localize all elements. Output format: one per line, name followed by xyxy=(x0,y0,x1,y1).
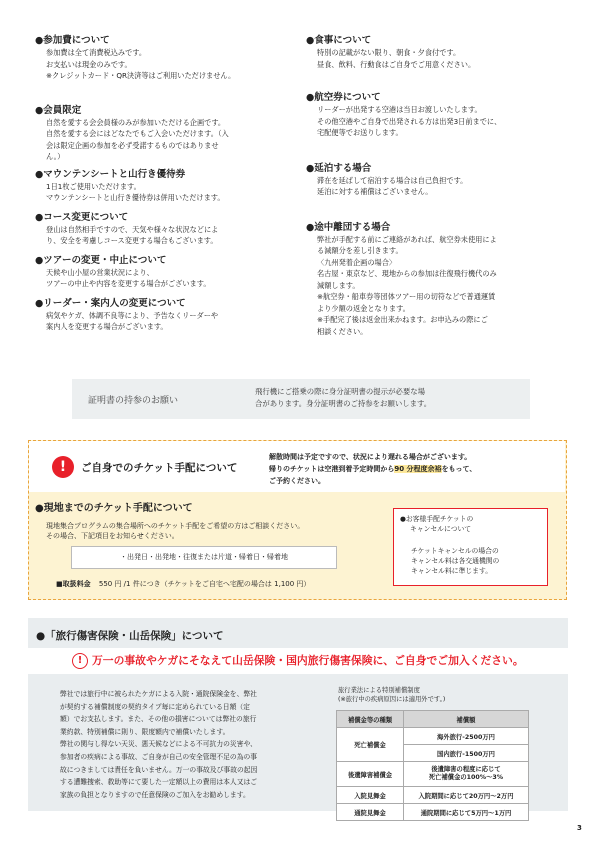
section-line: 相談ください。 xyxy=(317,326,368,336)
insurance-table-wrap xyxy=(336,710,529,821)
section-line: 案内人を変更する場合がございます。 xyxy=(46,322,168,331)
section-line: 昼食、飲料、行動食はご自身でご用意ください。 xyxy=(317,59,476,69)
table-cell: 入院見舞金 xyxy=(337,787,404,804)
ticket-local-title: ●現地までのチケット手配について xyxy=(35,503,193,514)
table-row xyxy=(337,728,529,745)
section-line: 延泊に対する補償はございません。 xyxy=(317,187,433,196)
insurance-table xyxy=(336,710,529,821)
airline-section xyxy=(306,92,568,139)
table-cell: 通院見舞金 xyxy=(337,804,404,821)
cancel-title-line: ●お客様手配チケットの xyxy=(400,515,474,523)
fee-label: ■取扱料金 xyxy=(56,580,91,588)
ticket-items: ・出発日・出発地・往復または片道・帰着日・帰着地 xyxy=(120,553,288,561)
ticket-section xyxy=(28,440,567,600)
table-cell: 死亡補償金 xyxy=(337,728,404,762)
table-header-cell: 補償額 xyxy=(404,711,529,728)
certificate-text xyxy=(255,386,431,410)
table-header-row xyxy=(337,711,529,728)
table-cell: 国内旅行-1500万円 xyxy=(404,745,529,762)
table-cell: 海外旅行-2500万円 xyxy=(404,728,529,745)
left-column xyxy=(35,35,290,339)
table-cell-line: 死亡補償金の100%～3% xyxy=(428,774,504,781)
section-title: ●途中離団する場合 xyxy=(306,221,391,233)
certificate-band xyxy=(72,379,530,419)
insurance-title: ●「旅行傷害保険・山岳保険」について xyxy=(36,630,224,642)
ticket-note-text: 帰りのチケットは空港到着予定時間から xyxy=(269,465,395,473)
section-line: ん。） xyxy=(46,152,65,161)
section-line: その他空港やご自身で出発される方は出発3日前までに、 xyxy=(317,116,502,126)
section-line: 会は限定企画の参加を必ず受諾するものではありませ xyxy=(46,140,219,150)
section-line: る減額分を差し引きます。 xyxy=(317,246,403,255)
cancel-line: キャンセル料に準じます。 xyxy=(411,567,493,575)
table-cell: 入院期間に応じて20万円～2万円 xyxy=(404,787,529,804)
leave-midway-section xyxy=(306,222,568,338)
section-line: ツアーの中止や内容を変更する場合がございます。 xyxy=(46,279,211,288)
section-line: 参加費は全て消費税込みです。 xyxy=(46,48,147,57)
cancel-box xyxy=(393,508,548,586)
section-line: 名古屋・東京など、現地からの参加は往復飛行機代のみ xyxy=(317,269,497,278)
insurance-line: 参加者の疾病による事故、ご自身が自己の安全管理不足の為の事 xyxy=(60,752,258,761)
insurance-banner xyxy=(28,648,568,674)
section-line: リーダーが出発する空港は当日お渡しいたします。 xyxy=(317,105,482,114)
table-cell xyxy=(404,762,529,787)
section-title: ●食事について xyxy=(306,35,372,46)
table-cell: 後遺障害補償金 xyxy=(337,762,404,787)
ticket-local-line: 現地集合プログラムの集合場所へのチケット手配をご希望の方はご相談ください。 xyxy=(46,522,305,530)
ticket-local-line: その場合、下記項目をお知らせください。 xyxy=(46,532,179,540)
warning-icon xyxy=(72,653,88,669)
section-line: マウンテンシートと山行き優待券は併用いただけます。 xyxy=(46,193,225,202)
warning-icon-glyph: ! xyxy=(77,655,83,666)
insurance-line: する遭難捜索、救助等にて要した一定額以上の費用は本人又はご xyxy=(60,778,258,787)
ticket-header-notes xyxy=(269,451,476,487)
section-line: 特別の記載がない限り、朝食・夕食付です。 xyxy=(317,48,461,57)
section-title: ●会員限定 xyxy=(35,104,82,116)
meals-section xyxy=(306,35,568,70)
insurance-line: 故につきましては責任を負いません。万一の事故及び事故の起因 xyxy=(60,765,258,774)
section-line: ※手配完了後は返金出来かねます。お申込みの際にご xyxy=(317,315,488,324)
ticket-note-line xyxy=(269,463,476,475)
section-title: ●参加費について xyxy=(35,35,110,46)
section-line: 滞在を延ばして宿泊する場合は自己負担です。 xyxy=(317,175,468,185)
course-change-section xyxy=(35,212,290,247)
cancel-line: チケットキャンセルの場合の xyxy=(411,547,499,555)
section-title: ●延泊する場合 xyxy=(306,162,372,174)
tour-change-section xyxy=(35,255,290,290)
table-cell: 通院期間に応じて5万円～1万円 xyxy=(404,804,529,821)
cancel-title-line: キャンセルについて xyxy=(410,525,472,533)
insurance-line: 額）でお支払します。また、その他の損害については弊社の旅行 xyxy=(60,715,257,724)
members-section xyxy=(35,105,290,163)
ticket-note-line: 解散時間は予定ですので、状況により遅れる場合がございます。 xyxy=(269,453,472,461)
ticket-local-body xyxy=(46,521,304,541)
cancel-body xyxy=(411,546,499,576)
section-line: 1日1枚ご使用いただけます。 xyxy=(46,181,141,191)
section-line: 登山は自然相手ですので、天気や様々な状況などによ xyxy=(46,224,219,234)
ticket-fee xyxy=(56,579,310,589)
fee-section xyxy=(35,35,290,82)
insurance-banner-text: 万一の事故やケガにそなえて山岳保険・国内旅行傷害保険に、ご自身でご加入ください。 xyxy=(92,654,524,667)
insurance-line: が契約する補償制度の契約タイプ毎に定められている日額（定 xyxy=(60,702,250,711)
table-header-cell: 補償金等の種類 xyxy=(337,711,404,728)
ticket-note-line: ご予約ください。 xyxy=(269,477,325,485)
section-line: ※クレジットカード・QR決済等はご利用いただけません。 xyxy=(46,71,236,80)
leader-change-section xyxy=(35,298,290,333)
section-line: 宅配便等でお送りします。 xyxy=(317,128,403,137)
section-line: 天候や山小屋の営業状況により、 xyxy=(46,267,154,277)
certificate-line: 合があります。身分証明書のご持参をお願いします。 xyxy=(255,399,432,408)
table-row xyxy=(337,804,529,821)
insurance-line: 家族の負担となりますので任意保険のご加入をお勧めします。 xyxy=(60,790,250,799)
cancel-title xyxy=(400,514,473,534)
section-line: 自然を愛する会にはどなたでもご入会いただけます。（入 xyxy=(46,129,229,138)
ticket-note-text: をもって、 xyxy=(441,465,477,473)
insurance-table-caption xyxy=(338,686,445,704)
certificate-label: 証明書の持参のお願い xyxy=(88,396,179,406)
alert-icon xyxy=(52,456,74,478)
section-line: 病気やケガ、体調不良等により、予告なくリーダーや xyxy=(46,310,219,320)
certificate-line: 飛行機にご搭乗の際に身分証明書の提示が必要な場 xyxy=(255,387,425,396)
section-line: お支払いは現金のみです。 xyxy=(46,59,132,69)
highlight-text: 90 分程度余裕 xyxy=(394,465,442,473)
section-line: 自然を愛する会会員様のみが参加いただける企画です。 xyxy=(46,117,226,127)
insurance-line: 弊社の関与し得ない天災、悪天候などによる不可抗力の災害や、 xyxy=(60,740,257,749)
table-cell-line: 後遺障害の程度に応じて xyxy=(431,766,501,773)
page-number: 3 xyxy=(577,824,582,832)
insurance-body xyxy=(60,688,257,801)
mountain-seat-section xyxy=(35,169,290,204)
insurance-section xyxy=(28,618,568,817)
section-line: ※航空券・船車券等団体ツアー用の切符などで普通運賃 xyxy=(317,292,496,301)
section-title: ●マウンテンシートと山行き優待券 xyxy=(35,168,186,180)
caption-line: 旅行業法による特別補償制度 xyxy=(338,687,420,694)
right-column xyxy=(306,35,568,343)
section-line: 減額します。 xyxy=(317,280,360,290)
ticket-items-box xyxy=(71,546,337,569)
ticket-header-title: ご自身でのチケット手配について xyxy=(81,462,238,474)
caption-line: (※旅行中の疾病原因には適用外です。) xyxy=(338,696,446,703)
cancel-line: キャンセル料は各交通機関の xyxy=(411,557,500,565)
fee-text: 550 円 /1 件につき（チケットをご自宅へ宅配の場合は 1,100 円） xyxy=(98,580,311,588)
alert-icon-glyph: ! xyxy=(59,459,67,475)
table-row xyxy=(337,762,529,787)
extend-stay-section xyxy=(306,163,568,198)
section-title: ●ツアーの変更・中止について xyxy=(35,254,167,266)
insurance-line: 業約款、特別補償に則り、限度額内で補償いたします。 xyxy=(60,727,230,736)
section-title: ●航空券について xyxy=(306,92,381,103)
section-line: 弊社が手配する前にご連絡があれば、航空券未使用によ xyxy=(317,234,497,244)
section-title: ●リーダー・案内人の変更について xyxy=(35,297,186,309)
insurance-line: 弊社では旅行中に被られたケガによる入院・通院保険金を、弊社 xyxy=(60,690,257,698)
ticket-header-strip xyxy=(29,441,565,492)
table-row xyxy=(337,787,529,804)
section-line: 〈九州発着企画の場合〉 xyxy=(317,257,397,267)
section-line: り、安全を考慮しコース変更する場合もございます。 xyxy=(46,236,218,245)
section-line: より少額の返金となります。 xyxy=(317,303,410,313)
section-title: ●コース変更について xyxy=(35,211,129,223)
